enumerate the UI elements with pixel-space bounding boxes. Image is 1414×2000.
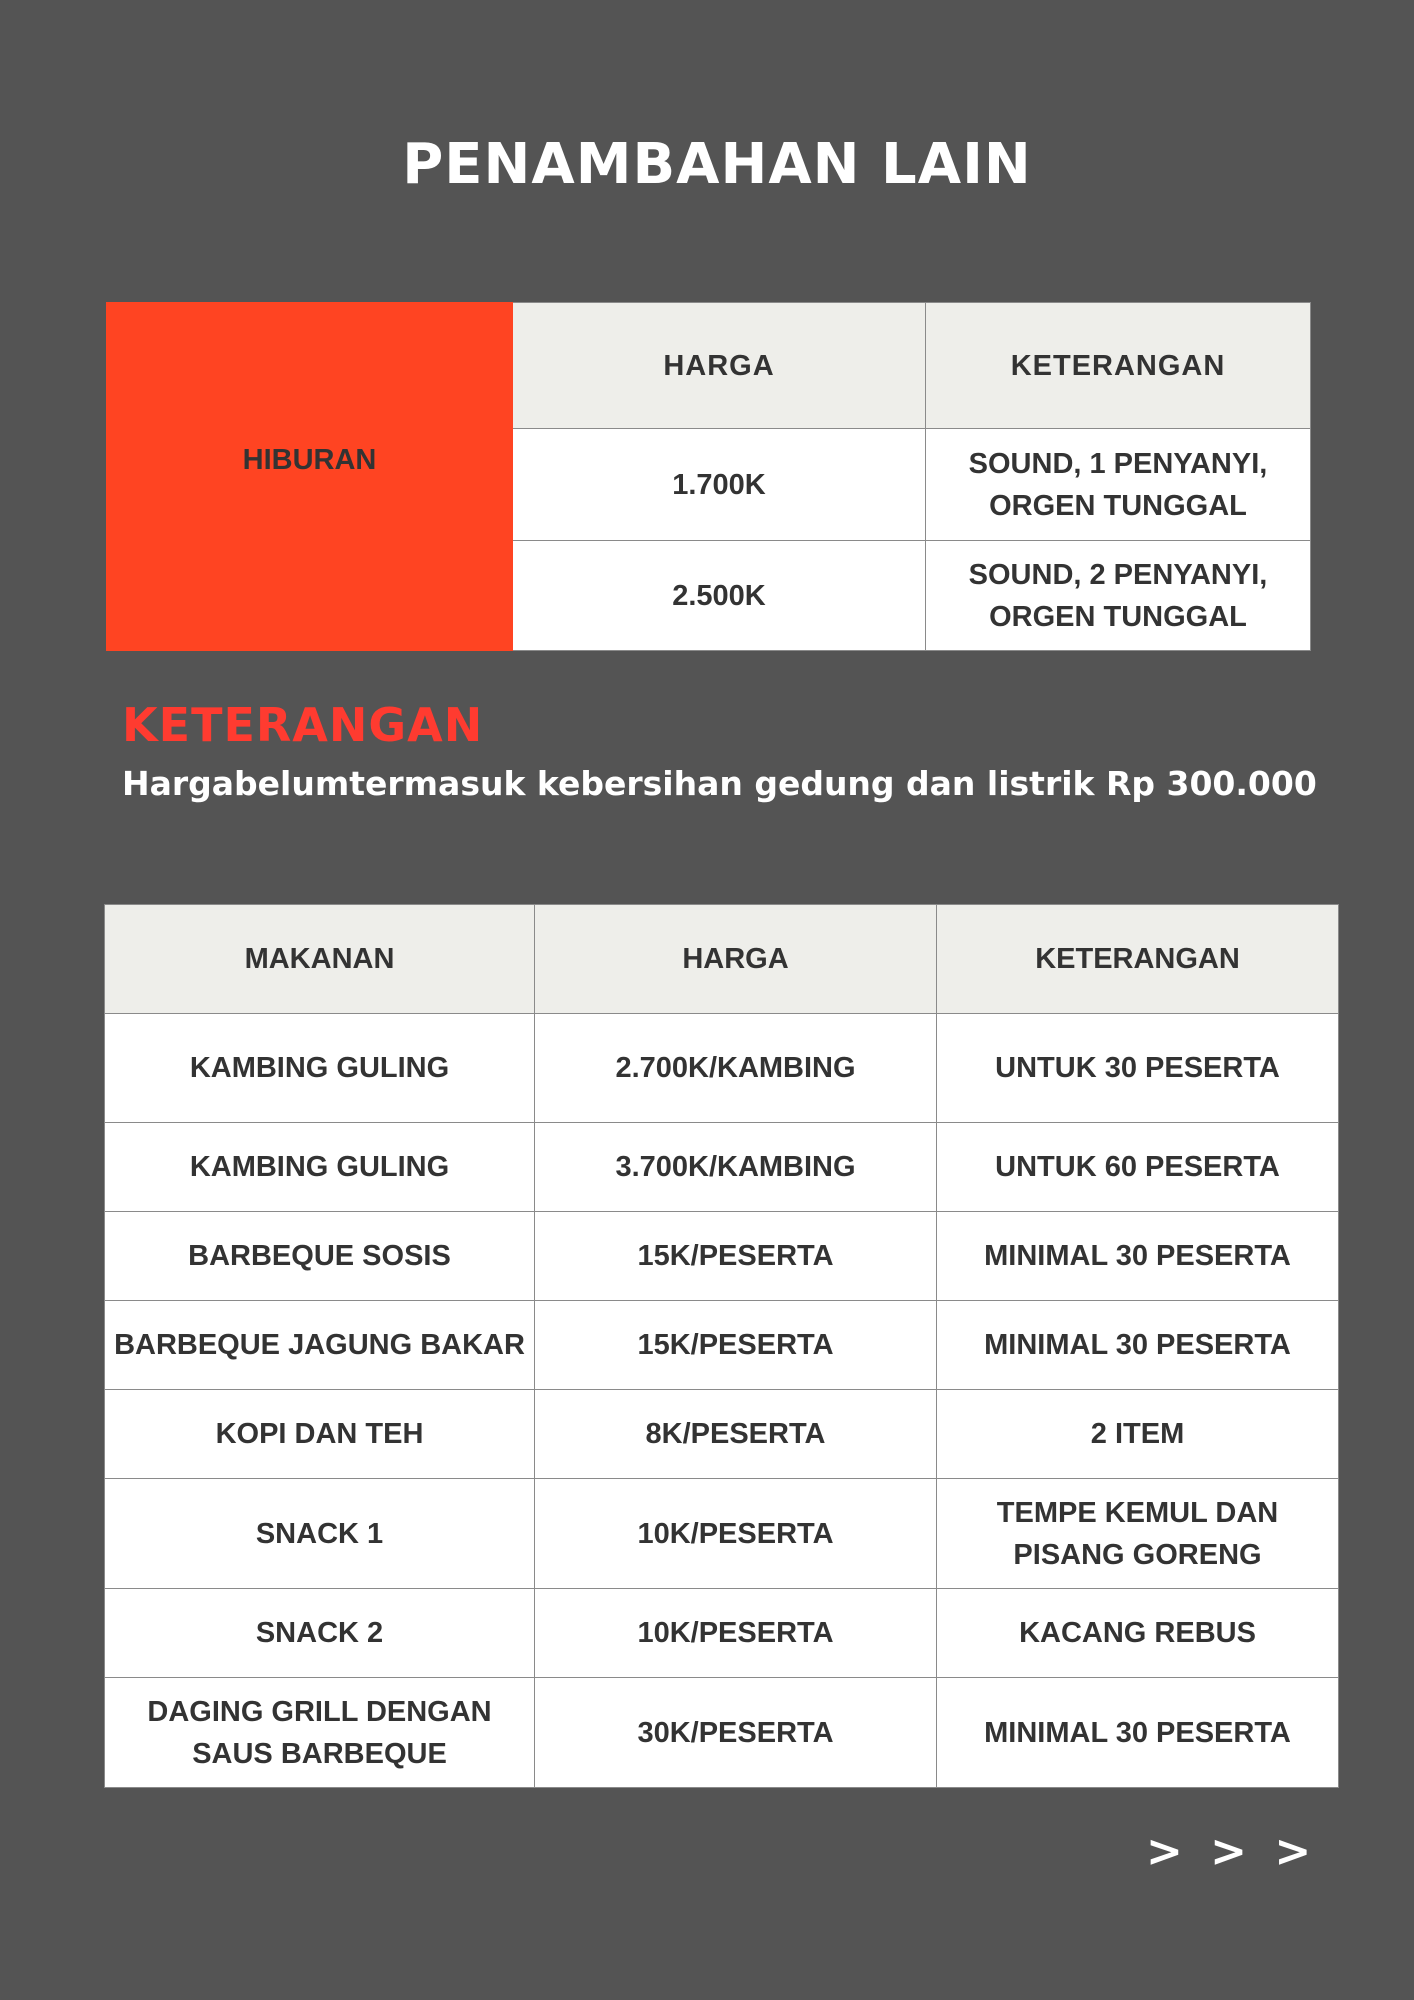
description-cell: 2 ITEM bbox=[937, 1390, 1339, 1479]
note-heading: KETERANGAN bbox=[122, 698, 484, 752]
description-cell: UNTUK 60 PESERTA bbox=[937, 1123, 1339, 1212]
table-row bbox=[105, 1212, 1339, 1301]
price-cell: 3.700K/KAMBING bbox=[535, 1123, 937, 1212]
table-row bbox=[105, 1301, 1339, 1390]
table-row bbox=[105, 1589, 1339, 1678]
price-cell: 30K/PESERTA bbox=[535, 1678, 937, 1788]
description-cell: MINIMAL 30 PESERTA bbox=[937, 1301, 1339, 1390]
description-line: PISANG GORENG bbox=[1013, 1538, 1262, 1571]
price-cell: 8K/PESERTA bbox=[535, 1390, 937, 1479]
category-cell-hiburan: HIBURAN bbox=[107, 303, 513, 651]
table-row bbox=[105, 1014, 1339, 1123]
description-line: TEMPE KEMUL DAN bbox=[996, 1496, 1279, 1529]
item-cell: KAMBING GULING bbox=[105, 1123, 535, 1212]
description-cell bbox=[926, 541, 1311, 651]
description-line: ORGEN TUNGGAL bbox=[989, 600, 1247, 633]
description-cell bbox=[937, 1479, 1339, 1589]
price-cell: 15K/PESERTA bbox=[535, 1212, 937, 1301]
item-cell: KOPI DAN TEH bbox=[105, 1390, 535, 1479]
description-cell: MINIMAL 30 PESERTA bbox=[937, 1212, 1339, 1301]
description-cell: KACANG REBUS bbox=[937, 1589, 1339, 1678]
header-keterangan: KETERANGAN bbox=[926, 303, 1311, 429]
header-harga: HARGA bbox=[535, 905, 937, 1014]
description-line: ORGEN TUNGGAL bbox=[989, 489, 1247, 522]
price-cell: 15K/PESERTA bbox=[535, 1301, 937, 1390]
entertainment-table bbox=[106, 302, 1311, 651]
item-cell: SNACK 1 bbox=[105, 1479, 535, 1589]
food-table bbox=[104, 904, 1339, 1788]
price-cell: 10K/PESERTA bbox=[535, 1589, 937, 1678]
item-cell: BARBEQUE SOSIS bbox=[105, 1212, 535, 1301]
description-line: SOUND, 2 PENYANYI, bbox=[968, 558, 1268, 591]
item-line: SAUS BARBEQUE bbox=[192, 1737, 447, 1770]
price-cell: 10K/PESERTA bbox=[535, 1479, 937, 1589]
price-cell: 1.700K bbox=[513, 429, 926, 541]
next-page-arrows[interactable]: > > > bbox=[1146, 1826, 1318, 1877]
description-cell bbox=[926, 429, 1311, 541]
header-keterangan: KETERANGAN bbox=[937, 905, 1339, 1014]
table-row bbox=[105, 1479, 1339, 1589]
header-makanan: MAKANAN bbox=[105, 905, 535, 1014]
price-cell: 2.500K bbox=[513, 541, 926, 651]
item-cell: KAMBING GULING bbox=[105, 1014, 535, 1123]
table-row bbox=[105, 1678, 1339, 1788]
item-cell: SNACK 2 bbox=[105, 1589, 535, 1678]
item-line: DAGING GRILL DENGAN bbox=[147, 1695, 492, 1728]
price-cell: 2.700K/KAMBING bbox=[535, 1014, 937, 1123]
page-title: PENAMBAHAN LAIN bbox=[402, 132, 1032, 197]
header-harga: HARGA bbox=[513, 303, 926, 429]
description-cell: MINIMAL 30 PESERTA bbox=[937, 1678, 1339, 1788]
table-header-row bbox=[105, 905, 1339, 1014]
item-cell bbox=[105, 1678, 535, 1788]
description-line: SOUND, 1 PENYANYI, bbox=[968, 447, 1268, 480]
table-row bbox=[105, 1123, 1339, 1212]
table-row bbox=[105, 1390, 1339, 1479]
note-text: Hargabelumtermasuk kebersihan gedung dan listrik Rp 300.000 bbox=[122, 764, 1317, 803]
description-cell: UNTUK 30 PESERTA bbox=[937, 1014, 1339, 1123]
item-cell: BARBEQUE JAGUNG BAKAR bbox=[105, 1301, 535, 1390]
table-header-row bbox=[107, 303, 1311, 429]
